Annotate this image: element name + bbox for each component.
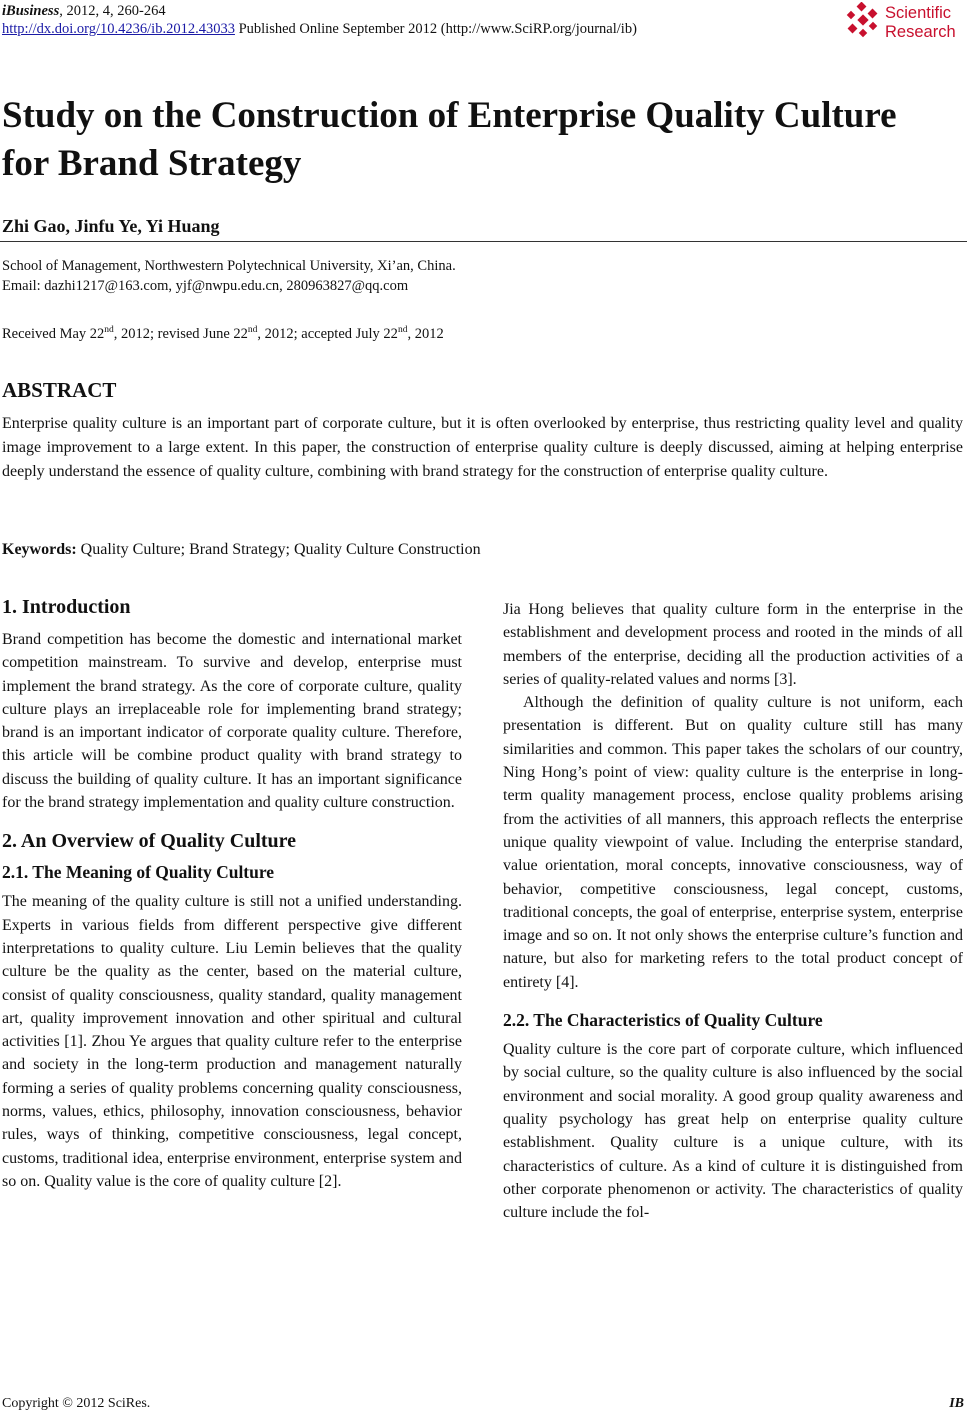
paragraph-characteristics: Quality culture is the core part of corporate culture, which influenced by social culture, so the quality culture is also influenced by the social environment and social morality. A good group quality awareness and quality psychology has great help on enterprise quality culture establishment. Quality culture is a unique culture, with its characteristics of culture. As a kind of culture it is distinguished from other corporate phenomenon or activity. The characteristics of quality culture include the fol- — [503, 1041, 963, 1222]
right-column — [503, 598, 963, 1224]
affiliation: School of Management, Northwestern Polytechnical University, Xi’an, China. — [2, 258, 456, 274]
scientific-research-logo-icon — [845, 2, 881, 40]
keywords-label: Keywords: — [2, 541, 77, 558]
paragraph-definition: Although the definition of quality culture is not uniform, each presentation is different. But on quality culture still has many similarities and common. This paper takes the scholars of our country, Ning Hong’s point of view: quality culture is the enterprise in long-term quality management process, enclose quality problems arising from the activities of all manners, this approach reflects the enterprise unique quality viewpoint of value. Including the enterprise standard, value orientation, moral concepts, innovative consciousness, way of behavior, competitive consciousness, legal concept, customs, traditional concepts, the goal of enterprise, enterprise system, enterprise image and so on. It not only shows the enterprise culture’s function and nature, but also for marketing refers to the total product concept of entirety [4]. — [503, 694, 963, 991]
journal-name: iBusiness — [2, 3, 60, 19]
keywords-list: Quality Culture; Brand Strategy; Quality Culture Construction — [76, 541, 481, 558]
publisher-logo — [845, 2, 963, 46]
email: Email: dazhi1217@163.com, yjf@nwpu.edu.cn, 280963827@qq.com — [2, 278, 409, 294]
paragraph-meaning: The meaning of the quality culture is still not a unified understanding. Experts in various fields from different perspective give different interpretations to quality culture. Liu Lemin believes that the quality culture be the quality as the center, based on the material culture, consist of quality consciousness, quality standard, quality management art, quality improvement innovation and other spiritual and cultural activities [1]. Zhou Ye argues that quality culture refer to the enterprise and society in the long-term production and management naturally forming a series of quality problems concerning quality consciousness, norms, values, ethics, philosophy, innovation consciousness, behavior rules, ways of thinking, competitive consciousness, legal concept, customs, traditional idea, enterprise environment, enterprise system and so on. Quality value is the core of quality culture [2]. — [2, 893, 462, 1190]
received-dates: Received May 22nd, 2012; revised June 22nd, 2012; accepted July 22nd, 2012 — [2, 325, 444, 342]
affiliation-block — [2, 256, 456, 296]
abstract-heading: ABSTRACT — [2, 378, 117, 402]
doi-link[interactable]: http://dx.doi.org/10.4236/ib.2012.43033 — [2, 21, 235, 37]
section-heading-introduction: 1. Introduction — [2, 596, 131, 618]
subsection-heading-characteristics: 2.2. The Characteristics of Quality Culture — [503, 1010, 823, 1031]
subsection-heading-meaning: 2.1. The Meaning of Quality Culture — [2, 862, 275, 883]
keywords — [2, 538, 481, 562]
authors: Zhi Gao, Jinfu Ye, Yi Huang — [2, 216, 220, 236]
copyright: Copyright © 2012 SciRes. — [2, 1396, 151, 1411]
left-column — [2, 594, 462, 1193]
section-heading-overview: 2. An Overview of Quality Culture — [2, 830, 297, 853]
volume-pages: , 2012, 4, 260-264 — [59, 3, 166, 19]
page-footer — [2, 1395, 964, 1413]
running-header — [2, 2, 637, 38]
divider — [0, 241, 967, 242]
logo-text-line1: Scientific — [885, 4, 952, 22]
paragraph-introduction: Brand competition has become the domestic and international market competition mainstream. To survive and develop, enterprise must implement the brand strategy. As the core of corporate culture, quality culture plays an irreplaceable role for implementing brand strategy; brand is an important indicator of corporate quality culture. Therefore, this article will be combine product quality with brand strategy to discuss the building of quality culture. It has an important significance for the brand strategy implementation and quality culture construction. — [2, 631, 462, 812]
abstract-text: Enterprise quality culture is an important part of corporate culture, but it is often overlooked by enterprise, thus restricting quality level and quality image improvement to a large extent. In this paper, the construction of enterprise quality culture is deeply discussed, aiming at helping enterprise deeply understand the essence of quality culture, combining with brand strategy for the construction of enterprise quality culture. — [2, 415, 963, 480]
paper-title: Study on the Construction of Enterprise Quality Culture for Brand Strategy — [2, 95, 897, 184]
journal-abbreviation: IB — [949, 1396, 964, 1411]
logo-text-line2: Research — [885, 23, 956, 41]
paragraph-jia-hong: Jia Hong believes that quality culture form in the enterprise in the establishment and development process and rooted in the minds of all members of the enterprise, deciding all the production activities of a series of quality-related values and norms [3]. — [503, 601, 963, 688]
published-info: Published Online September 2012 (http://www.SciRP.org/journal/ib) — [234, 21, 637, 37]
